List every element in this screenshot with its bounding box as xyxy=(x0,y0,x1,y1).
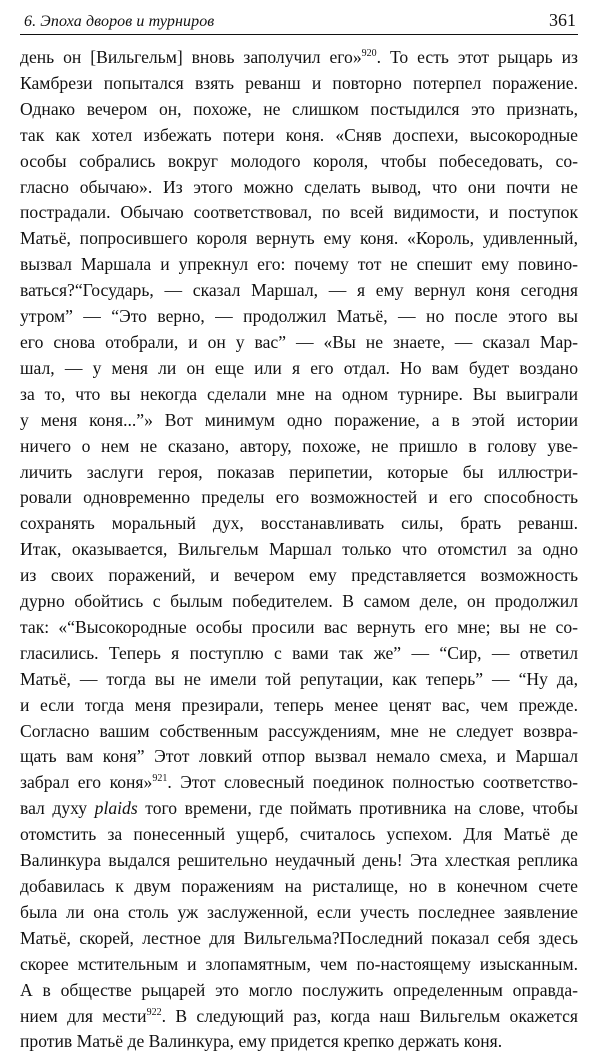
italic-term: plaids xyxy=(94,798,138,819)
text-line: щать вам коня” Этот ловкий отпор вызвал немало смеха, и Маршал xyxy=(20,746,578,767)
text-line xyxy=(20,796,578,822)
text-line: Матьё, попросившего короля вернуть ему коня. «Король, удивленный, xyxy=(20,228,578,249)
text-line: против Матьё де Валинкура, ему придется крепко держать коня. xyxy=(20,1031,503,1052)
text-line: Камбрези попытался взять реванш и повторно потерпел поражение. xyxy=(20,72,578,93)
text-line: шал, — у меня ли он еще или я его отдал. Но вам будет воздано xyxy=(20,357,578,378)
text-line: его снова отобрали, и он у вас” — «Вы не знаете, — сказал Мар- xyxy=(20,331,578,352)
text-segment: . То есть этот рыцарь из xyxy=(376,47,579,67)
text-line: Валинкура выдался решительно неудачный день! Эта хлесткая реплика xyxy=(20,850,578,871)
text-segment: того времени, где поймать противника на слове, чтобы xyxy=(137,798,578,819)
text-line xyxy=(20,45,578,71)
text-line: Матьё, — тогда вы не имели той репутации, как теперь” — “Ну да, xyxy=(20,668,578,689)
text-line: Однако вечером он, похоже, не слишком постыдился это признать, xyxy=(20,98,578,119)
text-line: добавилась к двум поражениям на ристалище, но в конечном счете xyxy=(20,876,578,896)
footnote-marker: 922 xyxy=(146,1006,162,1018)
text-line: Матьё, скорей, лестное для Вильгельма?Последний показал себя здесь xyxy=(20,927,578,948)
text-segment: . В следующий раз, когда наш Вильгельм окажется xyxy=(161,1005,578,1026)
text-line: за то, что вы некогда сделали мне на одном турнире. Вы выиграли xyxy=(20,383,578,404)
text-segment: . Этот словесный поединок полностью соответство- xyxy=(167,772,578,793)
text-line: ваться?“Государь, — сказал Маршал, — я ему вернул коня сегодня xyxy=(20,280,578,301)
text-segment: вал духу xyxy=(20,798,88,819)
text-line: гласились. Теперь я поступлю с вами так же” — “Сир, — ответил xyxy=(20,642,578,663)
text-segment: нием для мести xyxy=(20,1005,147,1026)
body-text xyxy=(20,45,578,1055)
text-line: была ли она столь уж заслуженной, если учесть последнее заявление xyxy=(20,901,578,922)
text-segment: день он [Вильгельм] вновь заполучил его» xyxy=(20,47,362,67)
text-line: скорее мстительным и злопамятным, чем по-настоящему изысканным. xyxy=(20,953,578,974)
text-line: гласно обычаю». Из этого можно сделать вывод, что они почти не xyxy=(20,176,578,197)
text-line: Итак, оказывается, Вильгельм Маршал только что отомстил за одно xyxy=(20,539,578,560)
text-line: особы собрались вокруг молодого короля, чтобы побеседовать, со- xyxy=(20,150,578,171)
text-line: дурно обойтись с былым победителем. В самом деле, он продолжил xyxy=(20,591,578,612)
text-line: пострадали. Обычаю соответствовал, по всей видимости, и поступок xyxy=(20,202,578,223)
text-line: из своих поражений, и вечером ему представляется возможность xyxy=(20,565,578,586)
text-line: ровали одновременно пределы его возможностей и его способность xyxy=(20,487,578,508)
footnote-marker: 920 xyxy=(361,48,377,59)
page-number: 361 xyxy=(549,10,576,30)
text-line: Согласно вашим собственным рассуждениям, мне не следует возвра- xyxy=(20,720,578,741)
text-line: ничего о нем не сказано, автору, похоже, не пришло в голову уве- xyxy=(20,435,578,456)
text-line: отомстить за понесенный ущерб, считалось успехом. Для Матьё де xyxy=(20,824,578,845)
text-line: А в обществе рыцарей это могло послужить определенным оправда- xyxy=(20,979,578,1000)
text-line xyxy=(20,770,578,796)
text-line: утром” — “Это верно, — продолжил Матьё, — но после этого вы xyxy=(20,306,578,327)
text-line: сохранять моральный дух, восстанавливать силы, брать реванш. xyxy=(20,513,578,534)
text-line xyxy=(20,1004,578,1030)
running-header xyxy=(20,10,578,35)
footnote-marker: 921 xyxy=(152,773,168,785)
text-line: и если тогда меня презирали, теперь менее ценят вас, чем прежде. xyxy=(20,694,578,715)
text-line: вызвал Маршала и упрекнул его: почему тот не спешит ему повино- xyxy=(20,254,578,275)
running-title: 6. Эпоха дворов и турниров xyxy=(24,13,215,30)
text-line: так: «“Высокородные особы просили вас вернуть его мне; вы не со- xyxy=(20,616,578,637)
text-line: личить заслуги героя, показав перипетии, которые бы иллюстри- xyxy=(20,461,578,482)
text-segment: забрал его коня» xyxy=(20,772,153,793)
text-line: так как хотел избежать потери коня. «Сняв доспехи, высокородные xyxy=(20,124,578,145)
text-line: у меня коня...”» Вот минимум одно поражение, а в этой истории xyxy=(20,409,578,430)
